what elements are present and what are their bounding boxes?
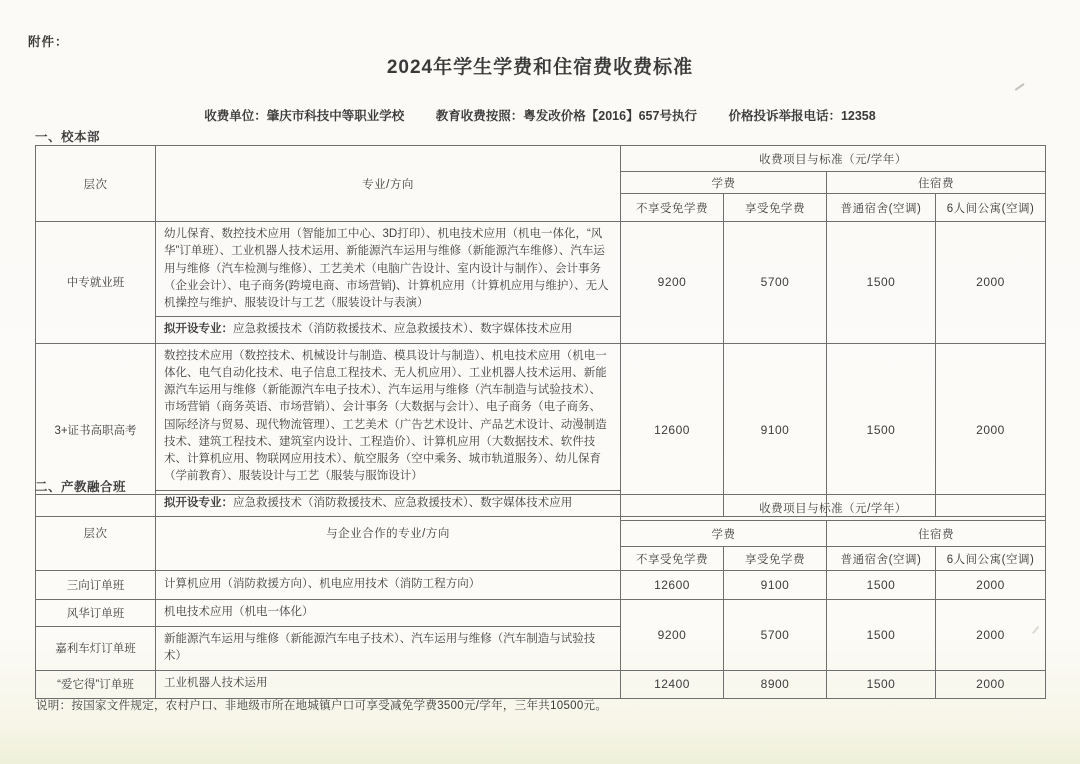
integration-fee-table	[35, 494, 1046, 699]
header-level: 层次	[36, 146, 156, 222]
campus-fee-table	[35, 145, 1046, 517]
header-accommodation: 住宿费	[827, 172, 1046, 194]
section-heading-campus: 一、校本部	[35, 130, 101, 144]
attachment-label: 附件：	[28, 35, 69, 49]
majors-cell: 幼儿保育、数控技术应用（智能加工中心、3D打印）、机电技术应用（机电一体化，“风华”订单班）、工业机器人技术运用、新能源汽车运用与维修（新能源汽车维修）、汽车运用与维修（汽车检测与维修）、工艺美术（电脑广告设计、室内设计与制作）、会计事务（企业会计）、电子商务(跨境电商、市场营销)、计算机应用（计算机应用与维护）、无人机操控与维护、服装设计与工艺（服装设计与表演）	[156, 222, 621, 317]
complaint-hotline-label: 价格投诉举报电话：12358	[728, 109, 876, 123]
table-row	[36, 571, 1046, 600]
fee-cell: 1500	[827, 222, 936, 344]
charging-unit-label: 收费单位：肇庆市科技中等职业学校	[204, 109, 405, 123]
header-apartment: 6人间公寓(空调)	[936, 547, 1046, 571]
fee-cell: 2000	[936, 571, 1046, 600]
header-no-waiver: 不享受免学费	[621, 547, 724, 571]
majors-cell: 工业机器人技术运用	[156, 670, 621, 698]
table-row	[36, 222, 1046, 317]
level-cell: 风华订单班	[36, 600, 156, 627]
header-tuition: 学费	[621, 172, 827, 194]
planned-majors-label: 拟开设专业：	[164, 323, 233, 336]
fee-cell: 1500	[827, 343, 936, 516]
page-title: 2024年学生学费和住宿费收费标准	[386, 57, 694, 78]
section-heading-integration: 二、产教融合班	[35, 480, 127, 494]
fee-cell: 1500	[827, 670, 936, 698]
fee-cell: 12400	[621, 670, 724, 698]
majors-cell: 机电技术应用（机电一体化）	[156, 600, 621, 627]
header-major: 与企业合作的专业/方向	[156, 495, 621, 571]
table-row	[36, 343, 1046, 490]
fee-cell: 9200	[621, 222, 724, 344]
header-level: 层次	[36, 495, 156, 571]
fee-cell: 1500	[827, 600, 936, 671]
header-ordinary-dorm: 普通宿舍(空调)	[827, 194, 936, 222]
majors-cell: 计算机应用（消防救援方向）、机电应用技术（消防工程方向）	[156, 571, 621, 600]
fee-cell: 5700	[724, 600, 827, 671]
level-cell: 3+证书高职高考	[36, 343, 156, 516]
document-subtitle	[0, 106, 1080, 124]
header-accommodation: 住宿费	[827, 521, 1046, 547]
header-no-waiver: 不享受免学费	[621, 194, 724, 222]
header-tuition: 学费	[621, 521, 827, 547]
table-row	[36, 670, 1046, 698]
header-waiver: 享受免学费	[724, 194, 827, 222]
footnote: 说明：按国家文件规定，农村户口、非地级市所在地城镇户口可享受减免学费3500元/学年，三年共10500元。	[36, 700, 608, 712]
fee-cell: 2000	[936, 222, 1046, 344]
planned-majors-text: 应急救援技术（消防救援技术、应急救援技术）、数字媒体技术应用	[233, 496, 573, 509]
header-waiver: 享受免学费	[724, 547, 827, 571]
header-apartment: 6人间公寓(空调)	[936, 194, 1046, 222]
header-fee-title: 收费项目与标准（元/学年）	[621, 146, 1046, 172]
fee-cell: 2000	[936, 670, 1046, 698]
fee-cell: 2000	[936, 343, 1046, 516]
scan-artifact-mark	[1015, 83, 1025, 91]
level-cell: 中专就业班	[36, 222, 156, 344]
policy-basis-label: 教育收费按照：粤发改价格【2016】657号执行	[435, 109, 697, 123]
fee-cell: 12600	[621, 343, 724, 516]
fee-cell: 8900	[724, 670, 827, 698]
fee-cell: 9100	[724, 571, 827, 600]
majors-cell: 新能源汽车运用与维修（新能源汽车电子技术）、汽车运用与维修（汽车制造与试验技术）	[156, 627, 621, 671]
fee-cell: 12600	[621, 571, 724, 600]
fee-cell: 5700	[724, 222, 827, 344]
table-row	[36, 600, 1046, 627]
fee-cell: 1500	[827, 571, 936, 600]
planned-majors-text: 应急救援技术（消防救援技术、应急救援技术）、数字媒体技术应用	[233, 323, 573, 336]
majors-cell: 数控技术应用（数控技术、机械设计与制造、模具设计与制造）、机电技术应用（机电一体化、电气自动化技术、电子信息工程技术、无人机应用）、工业机器人技术运用、新能源汽车运用与维修（新能源汽车电子技术）、汽车运用与维修（汽车制造与试验技术）、市场营销（商务英语、市场营销）、会计事务（大数据与会计）、电子商务（电子商务、国际经济与贸易、现代物流管理）、工艺美术（广告艺术设计、产品艺术设计、动漫制造技术、建筑工程技术、建筑室内设计、工程造价）、计算机应用（大数据技术、软件技术、计算机应用、物联网应用技术）、航空服务（空中乘务、城市轨道服务）、幼儿保育（学前教育）、服装设计与工艺（服装与服饰设计）	[156, 343, 621, 490]
header-major: 专业/方向	[156, 146, 621, 222]
fee-cell: 9100	[724, 343, 827, 516]
header-fee-title: 收费项目与标准（元/学年）	[621, 495, 1046, 521]
level-cell: “爱它得”订单班	[36, 670, 156, 698]
planned-majors-cell	[156, 317, 621, 343]
level-cell: 三向订单班	[36, 571, 156, 600]
fee-cell: 2000	[936, 600, 1046, 671]
header-ordinary-dorm: 普通宿舍(空调)	[827, 547, 936, 571]
fee-cell: 9200	[621, 600, 724, 671]
planned-majors-label: 拟开设专业：	[164, 496, 233, 509]
level-cell: 嘉利车灯订单班	[36, 627, 156, 671]
